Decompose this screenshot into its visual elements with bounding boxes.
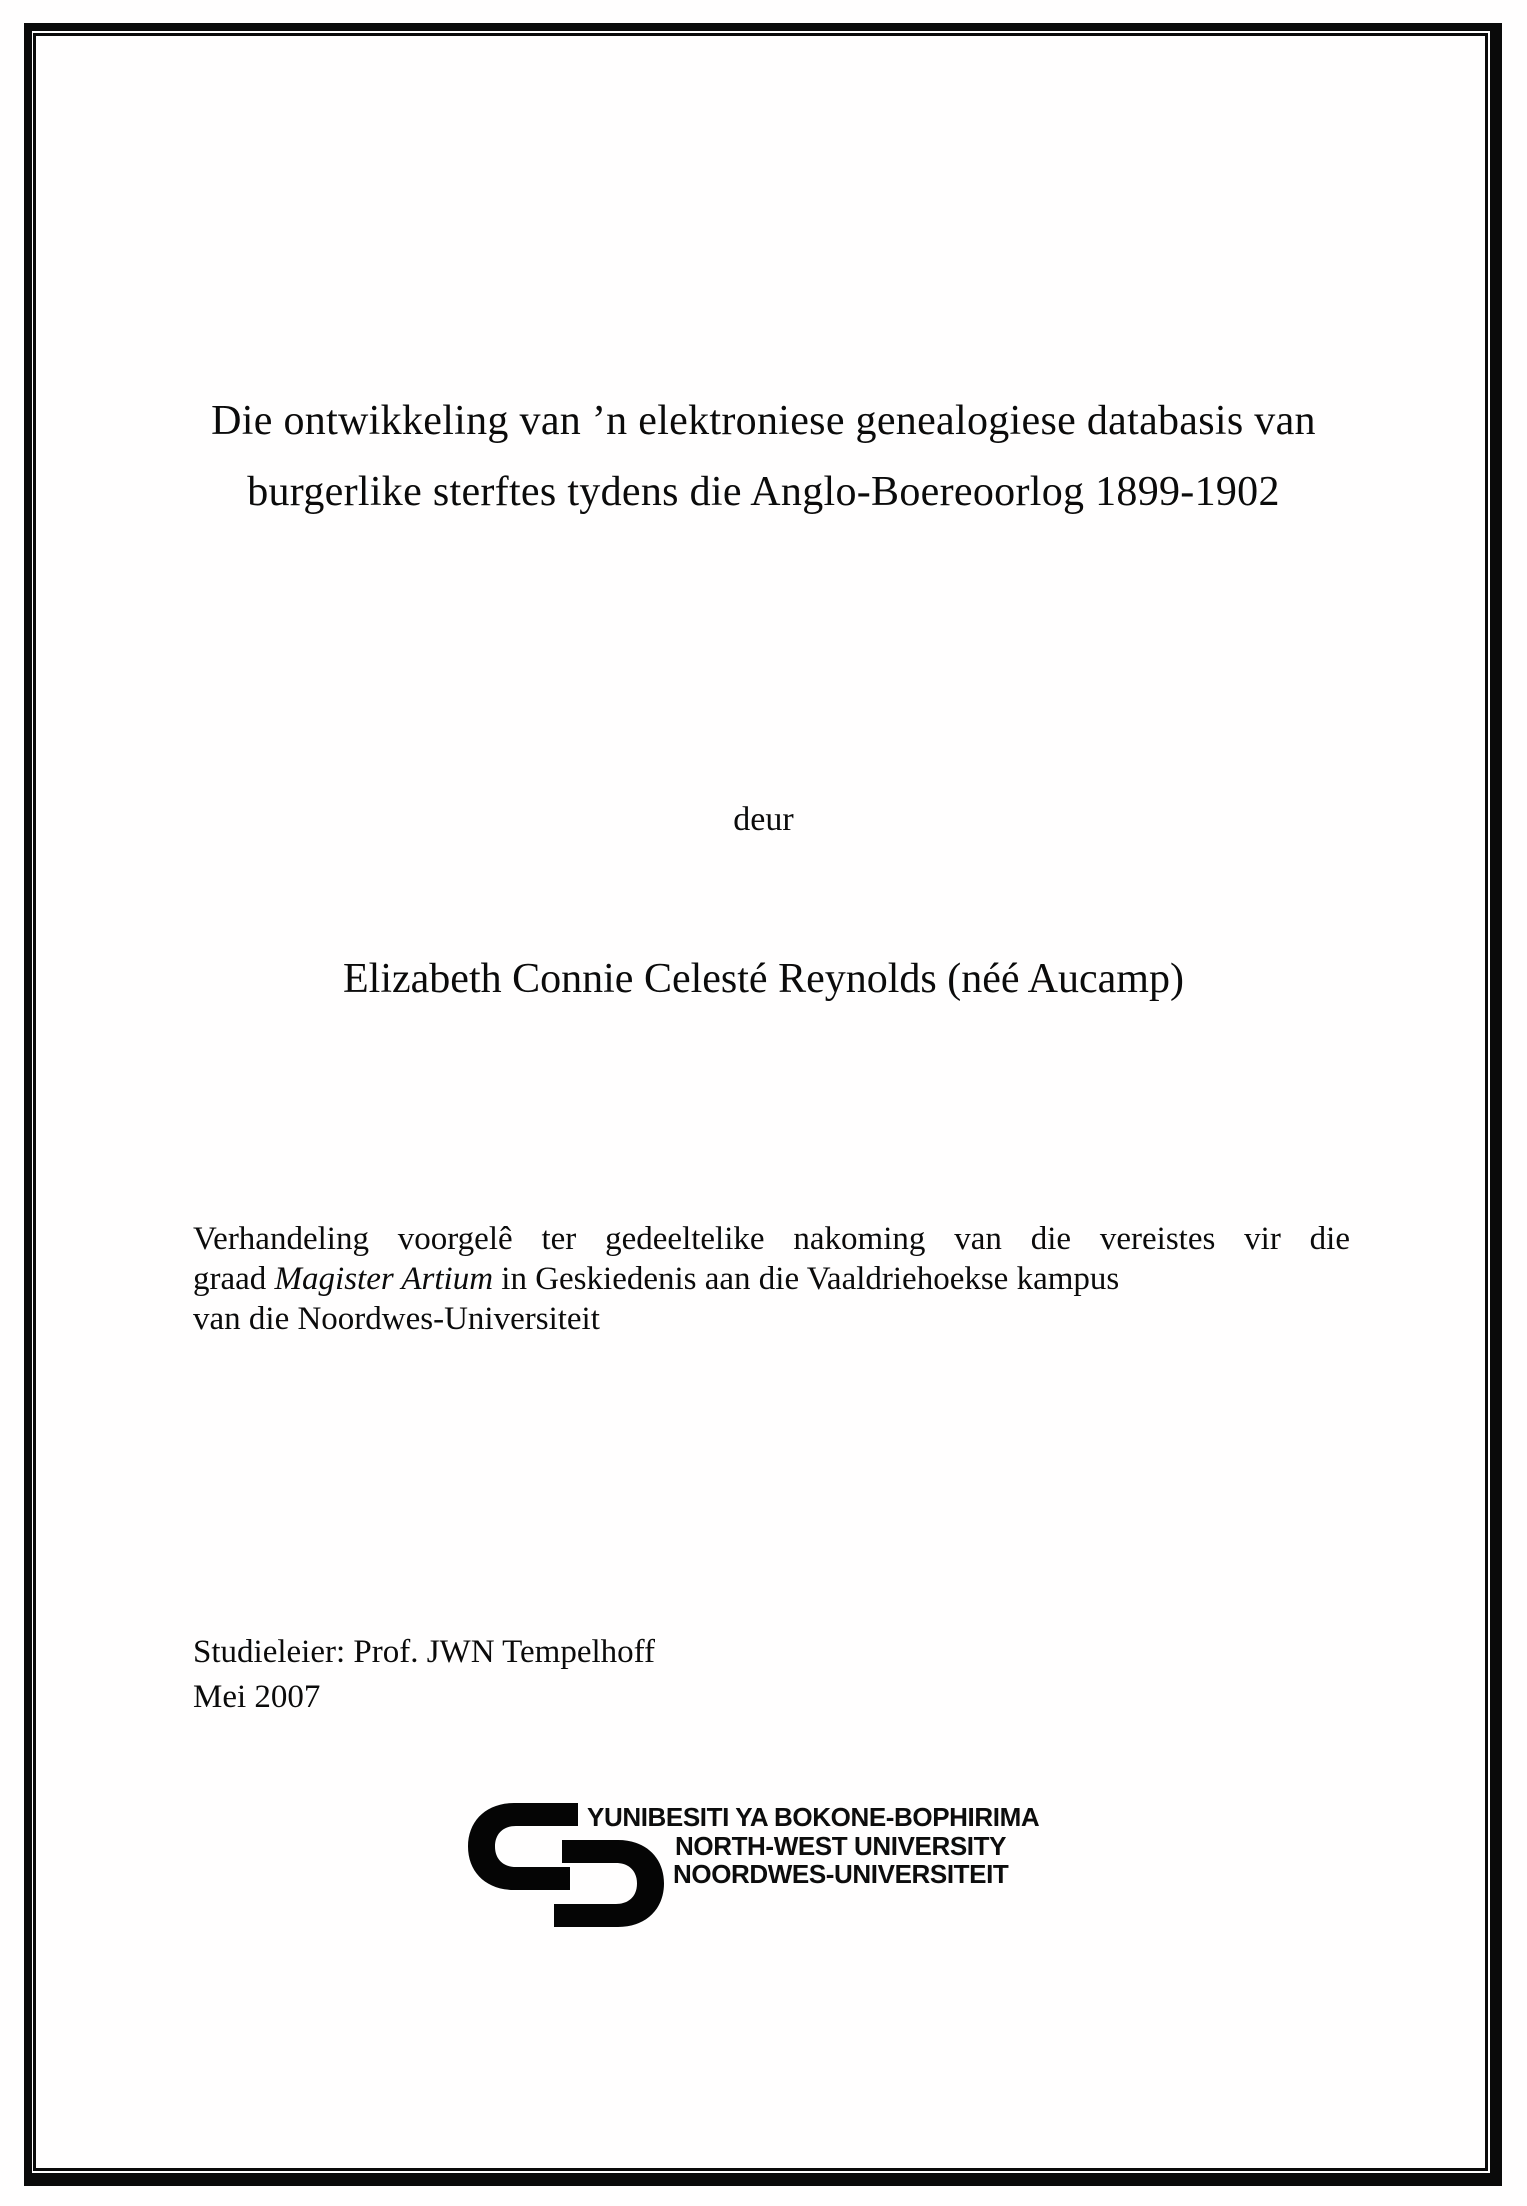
thesis-title-line2: burgerlike sterftes tydens die Anglo-Boereoorlog 1899-1902 xyxy=(247,469,1280,515)
degree-statement-line2-prefix: graad xyxy=(193,1261,275,1297)
thesis-title-line1: Die ontwikkeling van ’n elektroniese genealogiese databasis van xyxy=(211,398,1316,444)
university-logo xyxy=(468,1800,1108,1940)
supervisor-block xyxy=(193,1630,655,1720)
logo-wordmark-line3: NOORDWES-UNIVERSITEIT xyxy=(673,1859,1009,1889)
degree-statement-line1: Verhandeling voorgelê ter gedeeltelike nakoming van die vereistes vir die xyxy=(193,1221,1350,1257)
degree-name-italic: Magister Artium xyxy=(274,1261,494,1297)
logo-wordmark-line1: YUNIBESITI YA BOKONE-BOPHIRIMA xyxy=(587,1802,1040,1832)
date-line: Mei 2007 xyxy=(193,1679,321,1715)
degree-statement-line3: van die Noordwes-Universiteit xyxy=(193,1301,600,1337)
degree-statement xyxy=(193,1219,1350,1339)
degree-statement-line2-suffix: in Geskiedenis aan die Vaaldriehoekse kampus xyxy=(493,1261,1120,1297)
byline-label: deur xyxy=(733,801,794,838)
degree-statement-line2 xyxy=(193,1259,1350,1299)
thesis-title xyxy=(0,386,1527,528)
logo-wordmark-line2: NORTH-WEST UNIVERSITY xyxy=(675,1831,1007,1861)
supervisor-line: Studieleier: Prof. JWN Tempelhoff xyxy=(193,1634,656,1670)
author-name: Elizabeth Connie Celesté Reynolds (néé Aucamp) xyxy=(343,956,1184,1002)
